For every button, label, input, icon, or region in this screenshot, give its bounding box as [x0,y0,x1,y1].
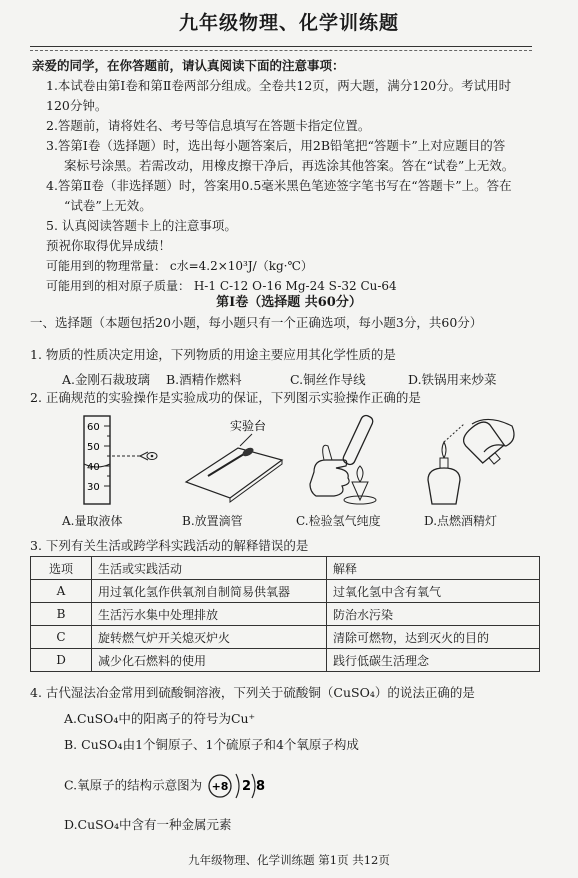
notice-heading: 亲爱的同学，在你答题前，请认真阅读下面的注意事项： [32,58,345,73]
question-4-stem: 4. 古代湿法冶金常用到硫酸铜溶液，下列关于硫酸铜（CuSO₄）的说法正确的是 [30,685,475,700]
cylinder-mark-40: 40 [87,462,100,473]
table-cell: 防治水污染 [327,603,540,626]
table-cell: 用过氧化氢作供氧剂自制简易供氧器 [92,580,327,603]
table-cell: 减少化石燃料的使用 [92,649,327,672]
table-cell: A [31,580,92,603]
flame-icon [442,442,446,458]
q4-option-c [64,770,276,802]
atomic-masses-label: 可能用到的相对原子质量： [46,279,191,293]
notice-item-3-cont: 案标号涂黑。若需改动，用橡皮擦干净后，再选涂其他答案。答在“试卷”上无效。 [64,158,515,173]
q4-option-c-text: C.氧原子的结构示意图为 [64,777,203,793]
table-cell: 践行低碳生活理念 [327,649,540,672]
divider [30,46,532,47]
physics-constant [32,256,552,276]
table-cell: 生活污水集中处理排放 [92,603,327,626]
table-cell: D [31,649,92,672]
hand-icon [472,419,514,452]
dropper-on-bench-figure [178,412,288,508]
table-cell: B [31,603,92,626]
lab-bench-label: 实验台 [230,419,267,433]
test-tube-icon [342,414,375,466]
oxygen-atom-diagram [206,770,276,802]
table-header-row [31,557,540,580]
table-cell: 旋转燃气炉开关熄灭炉火 [92,626,327,649]
table-row [31,580,540,603]
table-cell: 清除可燃物，达到灭火的目的 [327,626,540,649]
notice-wish: 预祝你取得优异成绩！ [46,238,172,253]
q4-option-d: D.CuSO₄中含有一种金属元素 [64,817,232,832]
question-2-stem: 2. 正确规范的实验操作是实验成功的保证，下列图示实验操作正确的是 [30,390,421,405]
notice-item-3: 3.答第Ⅰ卷（选择题）时，选出每小题答案后，用2B铅笔把“答题卡”上对应题目的答 [46,138,506,153]
q4-option-a: A.CuSO₄中的阳离子的符号为Cu⁺ [64,711,256,726]
page-title: 九年级物理、化学训练题 [178,12,399,34]
atomic-masses-value: H-1 C-12 O-16 Mg-24 S-32 Cu-64 [193,279,397,293]
notice-block [32,56,552,296]
table-row [31,649,540,672]
graduated-cylinder-figure [70,412,160,508]
table-header: 解释 [327,557,540,580]
notice-item-4-cont: “试卷”上无效。 [64,198,152,213]
flame-icon [357,466,363,482]
table-row [31,626,540,649]
divider [30,50,532,51]
cylinder-mark-50: 50 [87,442,100,453]
question-1-stem: 1. 物质的性质决定用途，下列物质的用途主要应用其化学性质的是 [30,347,396,362]
notice-item-1: 1.本试卷由第Ⅰ卷和第Ⅱ卷两部分组成。全卷共12页，两大题，满分120分。考试用时 [46,78,512,93]
q2-option-d: D.点燃酒精灯 [424,514,498,528]
notice-item-2: 2.答题前，请将姓名、考号等信息填写在答题卡指定位置。 [46,118,371,133]
table-cell: 过氧化氢中含有氧气 [327,580,540,603]
q1-option-d: D.铁锅用来炒菜 [408,372,497,387]
hydrogen-test-figure [296,412,386,508]
shell-1-electrons: 2 [242,779,252,794]
shell-2-electrons: 8 [256,779,266,794]
q1-option-b: B.酒精作燃料 [166,372,242,387]
alcohol-lamp-figure [412,412,522,508]
table-header: 选项 [31,557,92,580]
q1-option-a: A.金刚石裁玻璃 [62,372,151,387]
cylinder-mark-30: 30 [87,482,100,493]
q3-table [30,556,540,672]
hand-icon [310,460,349,496]
q4-option-b: B. CuSO₄由1个铜原子、1个硫原子和4个氧原子构成 [64,737,359,752]
question-3-stem: 3. 下列有关生活或跨学科实践活动的解释错误的是 [30,538,309,553]
table-cell: C [31,626,92,649]
table-header: 生活或实践活动 [92,557,327,580]
physics-constant-value: c水=4.2×10³J/（kg·℃） [169,259,313,273]
notice-item-1-cont: 120分钟。 [46,98,108,113]
section-title: 第Ⅰ卷（选择题 共60分） [216,295,362,310]
q2-option-c: C.检验氢气纯度 [296,514,381,528]
q1-option-c: C.铜丝作导线 [290,372,366,387]
cylinder-mark-60: 60 [87,422,100,433]
physics-constant-label: 可能用到的物理常量： [46,259,167,273]
q2-option-b: B.放置滴管 [182,514,243,528]
dropper-bulb-icon [241,446,255,458]
table-row [31,603,540,626]
lamp-icon [428,468,460,504]
notice-item-4: 4.答第Ⅱ卷（非选择题）时，答案用0.5毫米黑色笔迹签字笔书写在“答题卡”上。答在 [46,178,512,193]
page-footer: 九年级物理、化学训练题 第1页 共12页 [188,853,390,867]
part-heading: 一、选择题（本题包括20小题，每小题只有一个正确选项，每小题3分，共60分） [30,315,483,330]
q2-option-a: A.量取液体 [62,514,123,528]
nucleus-charge: +8 [211,780,229,793]
notice-item-5: 5. 认真阅读答题卡上的注意事项。 [46,218,237,233]
